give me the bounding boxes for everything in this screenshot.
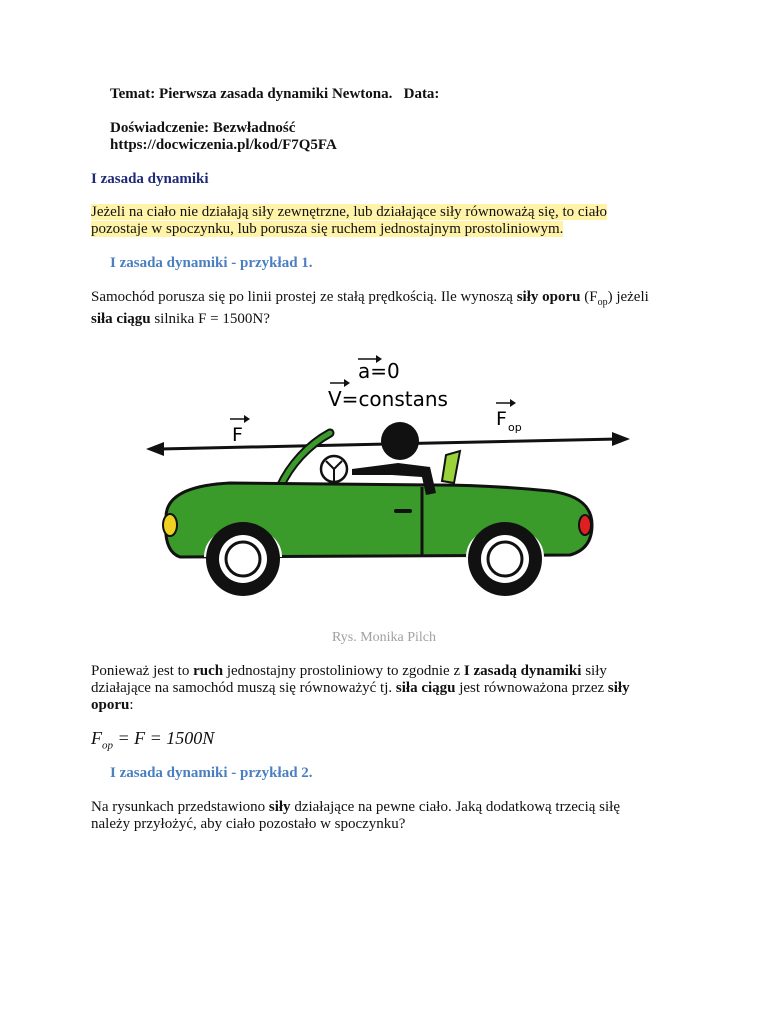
- seat-icon: [442, 451, 460, 483]
- exp-text: siły: [585, 663, 607, 679]
- experiment-label: Doświadczenie:: [110, 120, 210, 136]
- example2-question: [91, 799, 671, 833]
- exp-text: Ponieważ jest to: [91, 663, 190, 679]
- experiment-text: Bezwładność: [212, 120, 296, 136]
- label-f: F: [232, 424, 243, 446]
- formula-sub: op: [102, 739, 113, 752]
- q-text: silnika F = 1500N?: [154, 311, 270, 327]
- driver-head-icon: [381, 422, 419, 460]
- topic-text: Pierwsza zasada dynamiki Newtona.: [159, 86, 393, 102]
- section-title: I zasada dynamiki: [91, 171, 209, 187]
- exp-bold: siły: [607, 680, 630, 696]
- law-line-2: pozostaje w spoczynku, lub porusza się ruchem jednostajnym prostoliniowym.: [91, 221, 564, 237]
- law-line-1: Jeżeli na ciało nie działają siły zewnętrzne, lub działające siły równoważą się, to ciało: [91, 204, 608, 220]
- exp-text: jest równoważona przez: [459, 680, 605, 696]
- exp-bold: ruch: [193, 663, 224, 679]
- force-thrust-label: [230, 415, 250, 446]
- label-v: V=constans: [328, 387, 448, 411]
- q-text: Samochód porusza się po linii prostej ze stałą prędkością. Ile wynoszą: [91, 289, 513, 305]
- rear-wheel-icon: [468, 522, 542, 596]
- arrow-left-head: [146, 442, 164, 456]
- q-text: ) jeżeli: [607, 289, 649, 305]
- formula: [91, 728, 214, 752]
- label-a: a=0: [358, 359, 400, 383]
- experiment-link[interactable]: https://docwiczenia.pl/kod/F7Q5FA: [110, 137, 337, 153]
- exp-text: jednostajny prostoliniowy to zgodnie z: [226, 663, 461, 679]
- front-wheel-icon: [206, 522, 280, 596]
- figure-caption: Rys. Monika Pilch: [331, 630, 437, 645]
- force-resistance-label: [496, 399, 522, 434]
- date-label: Data:: [403, 86, 440, 102]
- headlight-icon: [163, 514, 177, 536]
- formula-rest: = F = 1500N: [113, 728, 215, 748]
- velocity-label: [328, 379, 448, 411]
- label-fop-sub: op: [508, 421, 522, 434]
- car-figure: [130, 345, 640, 615]
- example1-question: [91, 289, 671, 328]
- q-text: (F: [584, 289, 598, 305]
- q2-text: należy przyłożyć, aby ciało pozostało w spoczynku?: [91, 816, 406, 832]
- law-statement: [91, 204, 651, 238]
- q-bold-thrust: siła ciągu: [91, 311, 151, 327]
- acceleration-label: [358, 355, 400, 383]
- example2-title: I zasada dynamiki - przykład 2.: [110, 765, 313, 781]
- exp-bold: siła ciągu: [395, 680, 456, 696]
- q2-text: Na rysunkach przedstawiono: [91, 799, 266, 815]
- exp-text: działające na samochód muszą się równoważyć tj.: [91, 680, 393, 696]
- label-fop: F: [496, 408, 507, 430]
- steering-wheel-icon: [321, 456, 347, 482]
- explanation-paragraph: [91, 663, 671, 714]
- taillight-icon: [579, 515, 591, 535]
- exp-bold: I zasadą dynamiki: [463, 663, 582, 679]
- experiment-line: [110, 120, 295, 137]
- arrow-right-head: [612, 432, 630, 446]
- q2-text: działające na pewne ciało. Jaką dodatkową trzecią siłę: [294, 799, 620, 815]
- exp-text: :: [129, 697, 134, 713]
- formula-lhs: F: [91, 728, 102, 748]
- example1-title: I zasada dynamiki - przykład 1.: [110, 255, 313, 271]
- topic-line: [110, 86, 439, 103]
- exp-bold: oporu: [91, 697, 130, 713]
- q-bold-resistance: siły oporu: [516, 289, 581, 305]
- q2-bold: siły: [268, 799, 291, 815]
- topic-label: Temat:: [110, 86, 156, 102]
- q-sub: op: [597, 297, 608, 308]
